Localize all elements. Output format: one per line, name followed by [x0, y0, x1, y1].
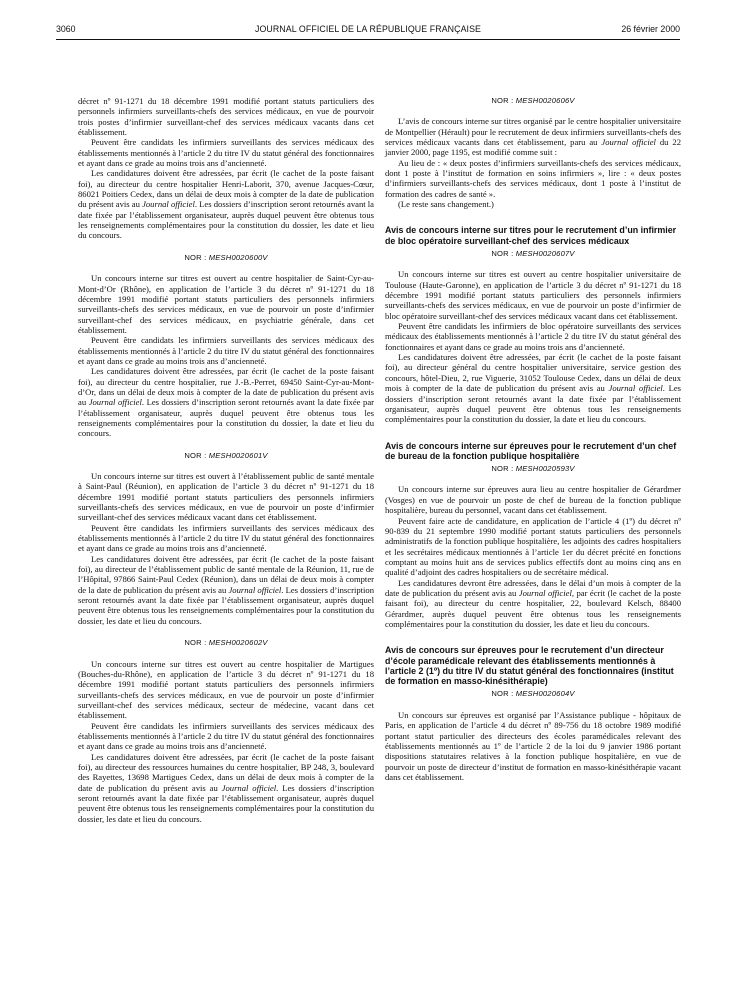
notice-mesh0020602v — [78, 638, 374, 824]
paragraph: Les candidatures doivent être adressées, par écrit (le cachet de la poste faisant foi), au directeur du centre hospitalier, rue J.-B.-Perret, 69450 Saint-Cyr-au-Mont-d’Or, dans un délai de deux mois à compter de la date de publication du présent avis au Journal officiel. Les dossiers d’inscription seront retournés avant la date fixée par l’établissement organisateur, auprès duquel peuvent être obtenus tous les renseignements complémentaires pour la constitution du dossier, la date et lieu du concours. — [78, 366, 374, 439]
notice-mesh0020604v — [385, 645, 681, 782]
paragraph: Un concours interne sur titres est ouvert au centre hospitalier universitaire de Toulouse (Haute-Garonne), en application de l’article 3 du décret nº 91-1271 du 18 décembre 1991 modifié portant statuts particuliers des personnels infirmiers surveillants-chefs des services médicaux, en vue de pourvoir un poste d’infirmier de bloc opératoire surveillant-chef des services médicaux vacant dans cet établissement. — [385, 269, 681, 321]
notice-title: Avis de concours sur épreuves pour le recrutement d’un directeur d’école paramédicale relevant des établissements mentionnés à l’article 2 (1º) du titre IV du statut général des fonctionnaires (institut de formation en masso-kinésithérapie) — [385, 645, 674, 687]
paragraph: Un concours sur épreuves est organisé par l’Assistance publique - hôpitaux de Paris, en application de l’article 4 du décret nº 89-756 du 18 octobre 1989 modifié portant statut particulier des directeurs des écoles paramédicales relevant des établissements mentionnés au 1º de l’article 2 de la loi du 9 janvier 1986 portant dispositions statutaires relatives à la fonction publique hospitalière, en vue de pourvoir un poste de directeur d’institut de formation en masso-kinésithérapie vacant dans cet établissement. — [385, 709, 681, 782]
nor-reference: NOR : MESH0020607V — [491, 249, 575, 259]
paragraph: Un concours interne sur titres est ouvert au centre hospitalier de Martigues (Bouches-du-Rhône), en application de l’article 3 du décret nº 91-1271 du 18 décembre 1991 modifié portant statuts particuliers des personnels infirmiers surveillants-chefs des services médicaux, en vue de pourvoir un poste d’infirmier surveillant-chef des services médicaux, secteur de médecine, vacant dans cet établissement. — [78, 658, 374, 721]
paragraph: Peuvent être candidats les infirmiers de bloc opératoire surveillants des services médicaux des établissements mentionnés à l’article 2 du titre IV du statut général des fonctionnaires et ayant dans ce grade au moins trois ans d’ancienneté. — [385, 321, 681, 352]
page-number: 3060 — [56, 24, 76, 34]
paragraph: Les candidatures doivent être adressées, par écrit (le cachet de la poste faisant foi), au directeur du centre hospitalier Henri-Laborit, 370, avenue Jacques-Cœur, 86021 Poitiers Cedex, dans un délai de deux mois à compter de la date de publication du présent avis au Journal officiel. Les dossiers d’inscription seront retournés avant la date fixée par l’établissement organisateur, auprès duquel peuvent être obtenus tous les renseignements complémentaires pour la constitution du dossier, les date et lieu du concours. — [78, 168, 374, 241]
notice-mesh0020593v — [385, 441, 681, 630]
nor-reference: NOR : MESH0020606V — [491, 96, 575, 105]
notice-title: Avis de concours interne sur épreuves pour le recrutement d’un chef de bureau de la fonction publique hospitalière — [385, 440, 677, 461]
paragraph: décret nº 91-1271 du 18 décembre 1991 modifié portant statuts particuliers des personnels infirmiers surveillants-chefs des services médicaux, en vue de pourvoir trois postes d’infirmier surveillant-chef des services médicaux vacants dans cet établissement. — [78, 96, 374, 138]
journal-officiel-ref: Journal officiel — [518, 587, 572, 598]
paragraph: (Le reste sans changement.) — [398, 199, 494, 210]
nor-reference: NOR : MESH0020600V — [184, 252, 268, 262]
nor-reference: NOR : MESH0020602V — [184, 638, 268, 648]
paragraph: Peuvent être candidats les infirmiers surveillants des services médicaux des établissements mentionnés à l’article 2 du titre IV du statut général des fonctionnaires et ayant dans ce grade au moins trois ans d’ancienneté. — [78, 137, 374, 169]
journal-title: JOURNAL OFFICIEL DE LA RÉPUBLIQUE FRANÇAISE — [254, 24, 482, 34]
journal-officiel-ref: Journal officiel — [228, 584, 282, 595]
nor-reference: NOR : MESH0020601V — [184, 450, 268, 460]
left-column — [78, 96, 374, 824]
journal-officiel-ref: Journal officiel — [221, 782, 277, 793]
paragraph: Peuvent être candidats les infirmiers surveillants des services médicaux des établissements mentionnés à l’article 2 du titre IV du statut général des fonctionnaires et ayant dans ce grade au moins trois ans d’ancienneté. — [78, 522, 374, 554]
paragraph: Au lieu de : « deux postes d’infirmiers surveillants-chefs des services médicaux, dont 1 poste à l’institut de formation en soins infirmiers », lire : « deux postes d’infirmiers surveillants-chefs des services médicaux, dont 1 poste à l’institut de formation des cadres de santé ». — [385, 157, 681, 199]
paragraph: Un concours interne sur titres est ouvert à l’établissement public de santé mentale à Saint-Paul (Réunion), en application de l’article 3 du décret nº 91-1271 du 18 décembre 1991 modifié portant statuts particuliers des personnels infirmiers surveillants-chefs des services médicaux, en vue de pourvoir un poste d’infirmier surveillant-chef des services médicaux vacant dans cet établissement. — [78, 471, 374, 523]
paragraph: Un concours interne sur titres est ouvert au centre hospitalier de Saint-Cyr-au-Mont-d’Or (Rhône), en application de l’article 3 du décret nº 91-1271 du 18 décembre 1991 modifié portant statuts particuliers des personnels infirmiers surveillants-chefs des services médicaux, en vue de pourvoir un poste d’infirmier surveillant-chef des services médicaux, en psychiatrie générale, dans cet établissement. — [78, 273, 374, 335]
paragraph: Peuvent faire acte de candidature, en application de l’article 4 (1º) du décret nº 90-839 du 21 septembre 1990 modifié portant statuts particuliers des personnels administratifs de la fonction publique hospitalière, les adjoints des cadres hospitaliers et les secrétaires médicaux mentionnés à l’article 1er du décret précité en fonctions comptant au moins huit ans de services publics effectifs dont au moins cinq ans en qualité d’adjoint des cadres hospitaliers ou de secrétaire médical. — [385, 515, 681, 578]
notice-continuation — [78, 96, 374, 241]
paragraph: Un concours interne sur épreuves aura lieu au centre hospitalier de Gérardmer (Vosges) en vue de pourvoir un poste de chef de bureau de la fonction publique hospitalière, bureau du personnel, vacant dans cet établissement. — [385, 484, 681, 516]
issue-date: 26 février 2000 — [621, 24, 680, 34]
paragraph: Les candidatures doivent être adressées, par écrit (le cachet de la poste faisant foi), au directeur des ressources humaines du centre hospitalier, BP 248, 3, boulevard des Rayettes, 13698 Martigues Cedex, dans un délai de deux mois à compter de la date de publication du présent avis au Journal officiel. Les dossiers d’inscription seront retournés avant la date fixée par l’établissement organisateur, auprès duquel peuvent être obtenus tous les renseignements complémentaires pour la constitution du dossier, les date et lieu du concours. — [78, 751, 374, 824]
journal-officiel-ref: Journal officiel — [142, 199, 195, 210]
notice-mesh0020601v — [78, 451, 374, 627]
page-header — [56, 24, 680, 38]
notice-title: Avis de concours interne sur titres pour le recrutement d’un infirmier de bloc opératoire surveillant-chef des services médicaux — [385, 225, 677, 246]
notice-mesh0020600v — [78, 253, 374, 439]
paragraph: Peuvent être candidats les infirmiers surveillants des services médicaux des établissements mentionnés à l’article 2 du titre IV du statut général des fonctionnaires et ayant dans ce grade au moins trois ans d’ancienneté. — [78, 335, 374, 366]
journal-officiel-ref: Journal officiel — [88, 397, 142, 408]
header-rule — [56, 39, 680, 40]
right-column — [385, 96, 681, 782]
paragraph: Les candidatures doivent être adressées, par écrit (le cachet de la poste faisant foi), au directeur de l’établissement public de santé mentale de la Réunion, 11, rue de l’Hôpital, 97866 Saint-Paul Cedex (Réunion), dans un délai de deux mois à compter de la date de publication du présent avis au Journal officiel. Les dossiers d’inscription seront retournés avant la date fixée par l’établissement organisateur, auprès duquel peuvent être obtenus tous les renseignements complémentaires pour la constitution du dossier, les date et lieu du concours. — [78, 553, 374, 626]
notice-mesh0020606v — [385, 96, 681, 209]
paragraph: L’avis de concours interne sur titres organisé par le centre hospitalier universitaire de Montpellier (Hérault) pour le recrutement de deux infirmiers surveillants-chefs des services médicaux vacants dans cet établissement, paru au Journal officiel du 22 janvier 2000, page 1195, est modifié comme suit : — [385, 116, 682, 158]
paragraph: Les candidatures doivent être adressées, par écrit (le cachet de la poste faisant foi), au directeur général du centre hospitalier universitaire, service gestion des concours, hôtel-Dieu, 2, rue Viguerie, 31052 Toulouse Cedex, dans un délai de deux mois à compter de la date de publication du présent avis au Journal officiel. Les dossiers d’inscription seront retournés avant la date fixée par l’établissement organisateur, auprès duquel peuvent être obtenus tous les renseignements complémentaires pour la constitution du dossier, la date et lieu du concours. — [385, 352, 682, 425]
journal-officiel-ref: Journal officiel — [608, 383, 663, 394]
nor-reference: NOR : MESH0020593V — [491, 464, 575, 474]
paragraph: Peuvent être candidats les infirmiers surveillants des services médicaux des établissements mentionnés à l’article 2 du titre IV du statut général des fonctionnaires et ayant dans ce grade au moins trois ans d’ancienneté. — [78, 720, 374, 752]
journal-officiel-ref: Journal officiel — [601, 137, 656, 148]
paragraph: Les candidatures devront être adressées, dans le délai d’un mois à compter de la date de publication du présent avis au Journal officiel, par écrit (le cachet de la poste faisant foi), au directeur du centre hospitalier, 22, boulevard Kelsch, 88400 Gérardmer, auprès duquel peuvent être obtenus tous les renseignements complémentaires pour la constitution du dossier, les date et lieu du concours. — [385, 577, 681, 629]
nor-reference: NOR : MESH0020604V — [491, 689, 575, 699]
notice-mesh0020607v — [385, 225, 681, 424]
